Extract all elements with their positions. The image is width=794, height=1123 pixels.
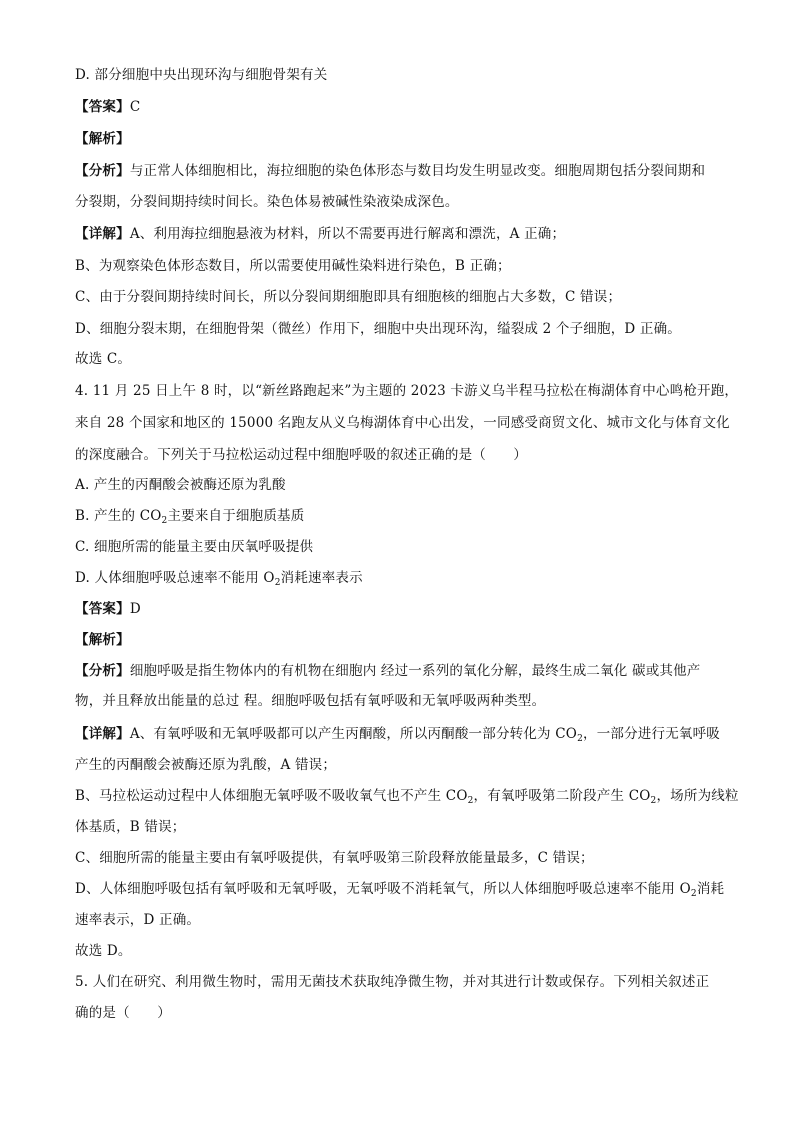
q3-detail-line-1: [75, 225, 725, 243]
q3-fenxi-text-1: 与正常人体细胞相比，海拉细胞的染色体形态与数目均发生明显改变。细胞周期包括分裂间期和: [129, 163, 706, 179]
q4-option-d: [75, 569, 725, 587]
q4-option-c: C. 细胞所需的能量主要由厌氧呼吸提供: [75, 539, 314, 555]
q4-option-b-post: 主要来自于细胞质基质: [167, 508, 305, 524]
subscript: 2: [650, 796, 657, 806]
q4-analysis-heading: [75, 631, 725, 649]
analysis-tag: 【解析】: [75, 632, 130, 648]
q4-fenxi-line-1: [75, 662, 725, 680]
q4-detail-b-mid: ，有氧呼吸第二阶段产生 CO: [473, 788, 651, 804]
q4-option-d-pre: D. 人体细胞呼吸总速率不能用 O: [75, 570, 275, 586]
q3-analysis-heading: [75, 130, 725, 148]
subscript: 2: [161, 516, 168, 526]
q3-detail-b: B、为观察染色体形态数目，所以需要使用碱性染料进行染色，B 正确；: [75, 258, 511, 274]
q4-detail-d-line-1: [75, 880, 725, 898]
q4-option-b: [75, 507, 725, 525]
q4-detail-a-pre: A、有氧呼吸和无氧呼吸都可以产生丙酮酸，所以丙酮酸一部分转化为 CO: [129, 726, 578, 742]
answer-tag: 【答案】: [75, 99, 130, 115]
q3-option-d: D. 部分细胞中央出现环沟与细胞骨架有关: [75, 67, 328, 83]
fenxi-tag: 【分析】: [75, 163, 130, 179]
q4-detail-b-line-2: 体基质，B 错误；: [75, 819, 186, 835]
q4-option-a: A. 产生的丙酮酸会被酶还原为乳酸: [75, 477, 286, 493]
fenxi-tag: 【分析】: [75, 663, 130, 679]
q4-detail-line-1: [75, 725, 725, 743]
q4-option-b-pre: B. 产生的 CO: [75, 508, 162, 524]
q3-fenxi-line-1: [75, 162, 725, 180]
q4-stem-line-2: 来自 28 个国家和地区的 15000 名跑友从义乌梅湖体育中心出发，一同感受商贸文化、城市文化与体育文化: [75, 415, 730, 431]
detail-tag: 【详解】: [75, 226, 130, 242]
q4-detail-b-post: ，场所为线粒: [656, 788, 739, 804]
q3-answer-line: [75, 98, 725, 116]
q4-detail-a-post: ，一部分进行无氧呼吸: [583, 726, 720, 742]
answer-tag: 【答案】: [75, 601, 130, 617]
q4-stem-line-3: 的深度融合。下列关于马拉松运动过程中细胞呼吸的叙述正确的是（ ）: [75, 447, 528, 463]
analysis-tag: 【解析】: [75, 131, 130, 147]
q3-detail-text-a: A、利用海拉细胞悬液为材料，所以不需要再进行解离和漂洗，A 正确；: [129, 226, 566, 242]
q4-detail-d-post: 消耗: [696, 881, 725, 897]
q3-detail-c: C、由于分裂间期持续时间长，所以分裂间期细胞即具有细胞核的细胞占大多数，C 错误；: [75, 289, 622, 305]
q4-detail-d-pre: D、人体细胞呼吸包括有氧呼吸和无氧呼吸，无氧呼吸不消耗氧气，所以人体细胞呼吸总速率不能用 O: [75, 881, 691, 897]
q4-detail-b-line-1: [75, 787, 739, 806]
q4-fenxi-line-2: 物，并且释放出能量的总过 程。细胞呼吸包括有氧呼吸和无氧呼吸两种类型。: [75, 693, 546, 709]
q4-option-d-post: 消耗速率表示: [280, 570, 363, 586]
q3-detail-d: D、细胞分裂末期，在细胞骨架（微丝）作用下，细胞中央出现环沟，缢裂成 2 个子细胞，D 正确。: [75, 321, 682, 337]
answer-value: C: [129, 99, 141, 115]
q4-detail-c: C、细胞所需的能量主要由有氧呼吸提供，有氧呼吸第三阶段释放能量最多，C 错误；: [75, 850, 594, 866]
subscript: 2: [274, 578, 281, 588]
answer-value: D: [129, 601, 141, 617]
q4-stem-line-1: 4. 11 月 25 日上午 8 时，以“新丝路跑起来”为主题的 2023 卡游义乌半程马拉松在梅湖体育中心鸣枪开跑，: [75, 383, 739, 399]
q3-fenxi-line-2: 分裂期，分裂间期持续时间长。染色体易被碱性染液染成深色。: [75, 194, 459, 210]
q4-answer-line: [75, 600, 725, 618]
subscript: 2: [690, 889, 697, 899]
q4-detail-a-line-2: 产生的丙酮酸会被酶还原为乳酸，A 错误；: [75, 757, 337, 773]
q5-stem-line-1: 5. 人们在研究、利用微生物时，需用无菌技术获取纯净微生物，并对其进行计数或保存。下列相关叙述正: [75, 974, 710, 990]
subscript: 2: [577, 734, 583, 744]
q4-detail-d-line-2: 速率表示，D 正确。: [75, 912, 201, 928]
q3-conclusion: 故选 C。: [75, 351, 132, 367]
q5-stem-line-2: 确的是（ ）: [75, 1005, 171, 1021]
detail-tag: 【详解】: [75, 726, 130, 742]
q4-detail-b-pre: B、马拉松运动过程中人体细胞无氧呼吸不吸收氧气也不产生 CO: [75, 788, 468, 804]
q4-conclusion: 故选 D。: [75, 943, 132, 959]
q4-fenxi-text-1: 细胞呼吸是指生物体内的有机物在细胞内 经过一系列的氧化分解，最终生成二氧化 碳或其他产: [129, 663, 701, 679]
subscript: 2: [467, 796, 474, 806]
